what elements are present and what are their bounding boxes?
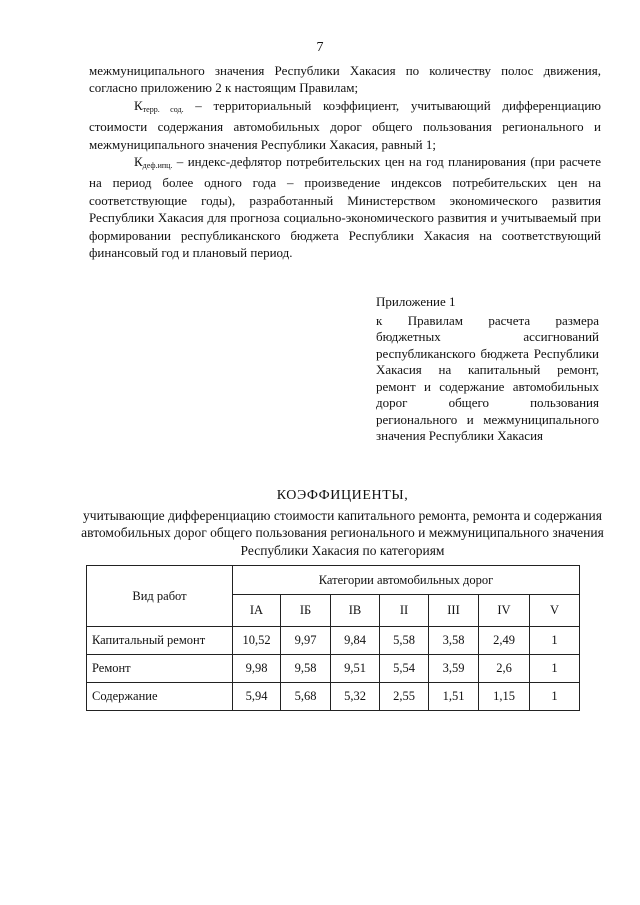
category-ib: IБ [281, 595, 331, 627]
table-cell: 1 [530, 627, 580, 655]
coef-subscript: терр. сод. [142, 104, 184, 114]
heading-title: КОЭФФИЦИЕНТЫ, [276, 488, 409, 503]
table-row [87, 655, 580, 683]
table-cell: 9,84 [331, 627, 380, 655]
table-cell: 1,51 [429, 683, 479, 711]
table-cell: 5,54 [380, 655, 429, 683]
appendix-text: к Правилам расчета размера бюджетных ассигнований республиканского бюджета Республики Хакасия на капитальный ремонт, ремонт и содержание автомобильных дорог общего пользования регионального и межмуниципального значения Республики Хакасия [376, 312, 599, 443]
appendix-block [376, 294, 599, 445]
category-ia: IА [233, 595, 281, 627]
table-cell: 10,52 [233, 627, 281, 655]
categories-header: Категории автомобильных дорог [233, 566, 580, 595]
category-iv: IV [479, 595, 530, 627]
work-type-header: Вид работ [87, 566, 233, 627]
table-cell: 9,58 [281, 655, 331, 683]
table-cell: 3,58 [429, 627, 479, 655]
category-iii: III [429, 595, 479, 627]
table-cell: 5,94 [233, 683, 281, 711]
table-cell: 9,51 [331, 655, 380, 683]
table-cell: 2,49 [479, 627, 530, 655]
table-cell: 3,59 [429, 655, 479, 683]
table-cell: 5,58 [380, 627, 429, 655]
table-heading [80, 487, 605, 559]
table-header-row [87, 566, 580, 595]
table-cell: 5,32 [331, 683, 380, 711]
table-cell: 2,6 [479, 655, 530, 683]
body-text [89, 62, 601, 261]
coef-subscript: деф.ипц. [142, 161, 173, 171]
category-v: V [530, 595, 580, 627]
coef-symbol: К [134, 97, 143, 113]
paragraph-2-text: – территориальный коэффициент, учитывающий дифференциацию стоимости содержания автомобильных дорог общего пользования регионального и межмуниципального значения Республики Хакасия, равный 1; [89, 97, 602, 152]
row-label: Содержание [87, 683, 233, 711]
table-row [87, 683, 580, 711]
heading-subtitle: учитывающие дифференциацию стоимости капитального ремонта, ремонта и содержания автомобильных дорог общего пользования регионального и межмуниципального значения Республики Хакасия по категориям [81, 507, 604, 558]
paragraph-3 [89, 153, 601, 261]
page-number: 7 [316, 40, 324, 55]
paragraph-3-text: – индекс-дефлятор потребительских цен на год планирования (при расчете на период более одного года – произведение индексов потребительских цен на соответствующие годы), разработанный Министерством экономического развития Республики Хакасия для прогноза социально-экономического развития и учитываемый при формировании республиканского бюджета Республики Хакасия на соответствующий финансовый год и плановый период. [89, 154, 601, 261]
appendix-title: Приложение 1 [376, 294, 456, 309]
table-cell: 1,15 [479, 683, 530, 711]
table-row [87, 627, 580, 655]
paragraph-2 [89, 97, 601, 153]
table-cell: 5,68 [281, 683, 331, 711]
table-cell: 1 [530, 683, 580, 711]
table-cell: 9,97 [281, 627, 331, 655]
table-cell: 2,55 [380, 683, 429, 711]
row-label: Капитальный ремонт [87, 627, 233, 655]
table-cell: 1 [530, 655, 580, 683]
paragraph-1: межмуниципального значения Республики Хакасия по количеству полос движения, согласно приложению 2 к настоящим Правилам; [89, 63, 601, 96]
table-cell: 9,98 [233, 655, 281, 683]
category-ii: II [380, 595, 429, 627]
category-iv-cyr: IВ [331, 595, 380, 627]
coef-symbol: К [134, 154, 143, 170]
coefficients-table [86, 565, 580, 711]
row-label: Ремонт [87, 655, 233, 683]
